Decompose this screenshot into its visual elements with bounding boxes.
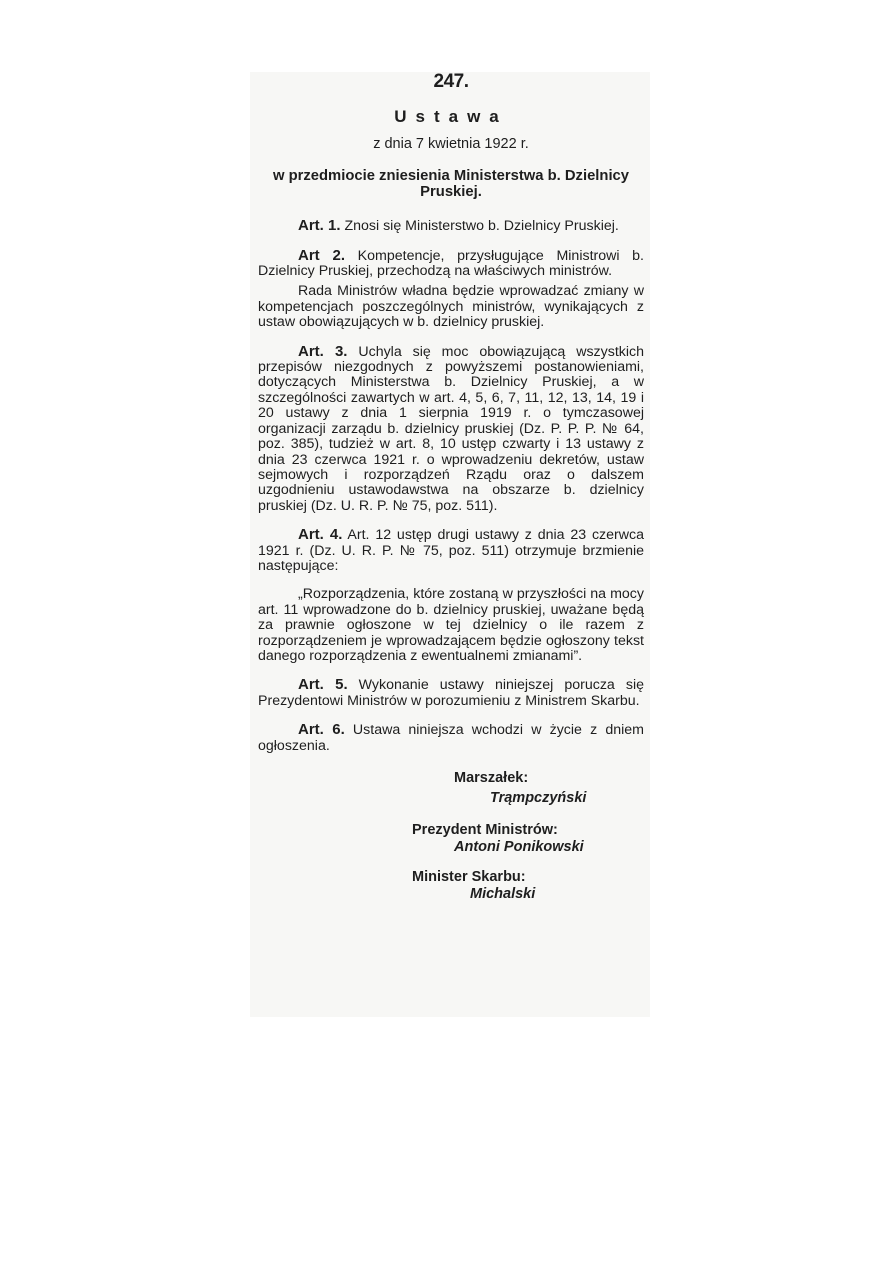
document-date: z dnia 7 kwietnia 1922 r. [373, 135, 529, 152]
article-label: Art 2. [298, 246, 346, 264]
article-4 [258, 527, 644, 574]
article-1 [258, 218, 644, 234]
article-2 [258, 248, 644, 280]
article-label: Art. 4. [298, 526, 343, 544]
document-column [258, 71, 645, 907]
article-6 [258, 722, 644, 754]
article-3 [258, 344, 644, 514]
signature-name: Antoni Ponikowski [454, 839, 584, 855]
document-subject: w przedmiocie zniesienia Ministerstwa b. Dzielnicy Pruskiej. [272, 168, 630, 201]
article-5 [258, 677, 644, 709]
article-4-quote: „Rozporządzenia, które zostaną w przyszłości na mocy art. 11 wprowadzone do b. dzielnicy pruskiej, uważane będą za prawnie ogłoszone w tej dzielnicy o ile razem z rozporządzeniem je wprowadzającem będzie ogłoszony tekst danego rozporządzenia z ewentualnemi zmianami”. [258, 586, 644, 664]
article-label: Art. 3. [298, 342, 348, 360]
article-text: Ustawa niniejsza wchodzi w życie z dniem ogłoszenia. [258, 722, 645, 754]
article-text: Kompetencje, przysługujące Ministrowi b. Dzielnicy Pruskiej, przechodzą na właściwych ministrów. [258, 247, 644, 280]
signature-role: Marszałek: [454, 770, 529, 786]
document-type-heading: Ustawa [394, 107, 508, 127]
article-label: Art. 1. [298, 217, 341, 235]
signature-role: Prezydent Ministrów: [412, 822, 558, 838]
article-label: Art. 6. [298, 721, 345, 739]
article-label: Art. 5. [298, 676, 348, 694]
document-number: 247. [433, 71, 469, 92]
signature-role: Minister Skarbu: [412, 869, 526, 885]
article-text: Wykonanie ustawy niniejszej porucza się Prezydentowi Ministrów w porozumieniu z Ministrem Skarbu. [258, 677, 644, 709]
signature-name: Michalski [470, 886, 536, 902]
article-text: Art. 12 ustęp drugi ustawy z dnia 23 czerwca 1921 r. (Dz. U. R. P. № 75, poz. 511) otrzymuje brzmienie następujące: [258, 527, 644, 574]
article-2-paragraph-2: Rada Ministrów władna będzie wprowadzać zmiany w kompetencjach poszczególnych ministrów, wynikających z ustaw obowiązujących w b. dzielnicy pruskiej. [258, 283, 644, 331]
signatures-block [258, 767, 644, 907]
signature-name: Trąmpczyński [490, 790, 587, 806]
article-text: Uchyla się moc obowiązującą wszystkich przepisów niezgodnych z powyższemi postanowieniami, dotyczących Ministerstwa b. Dzielnicy Pruskiej, a w szczególności zawartych w art. 4, 5, 6, 7, 11, 12, 13, 14, 19 i 20 ustawy z dnia 1 sierpnia 1919 r. o tymczasowej organizacji zarządu b. dzielnicy pruskiej (Dz. P. P. P. № 64, poz. 385), tudzież w art. 8, 10 ustęp czwarty i 13 ustawy z dnia 23 czerwca 1921 r. o wprowadzeniu dekretów, ustaw sejmowych i rozporządzeń Rządu oraz o dalszem uzgodnieniu ustawodawstwa na obszarze b. dzielnicy pruskiej (Dz. U. R. P. № 75, poz. 511). [258, 343, 644, 514]
article-text: Znosi się Ministerstwo b. Dzielnicy Pruskiej. [340, 218, 619, 235]
